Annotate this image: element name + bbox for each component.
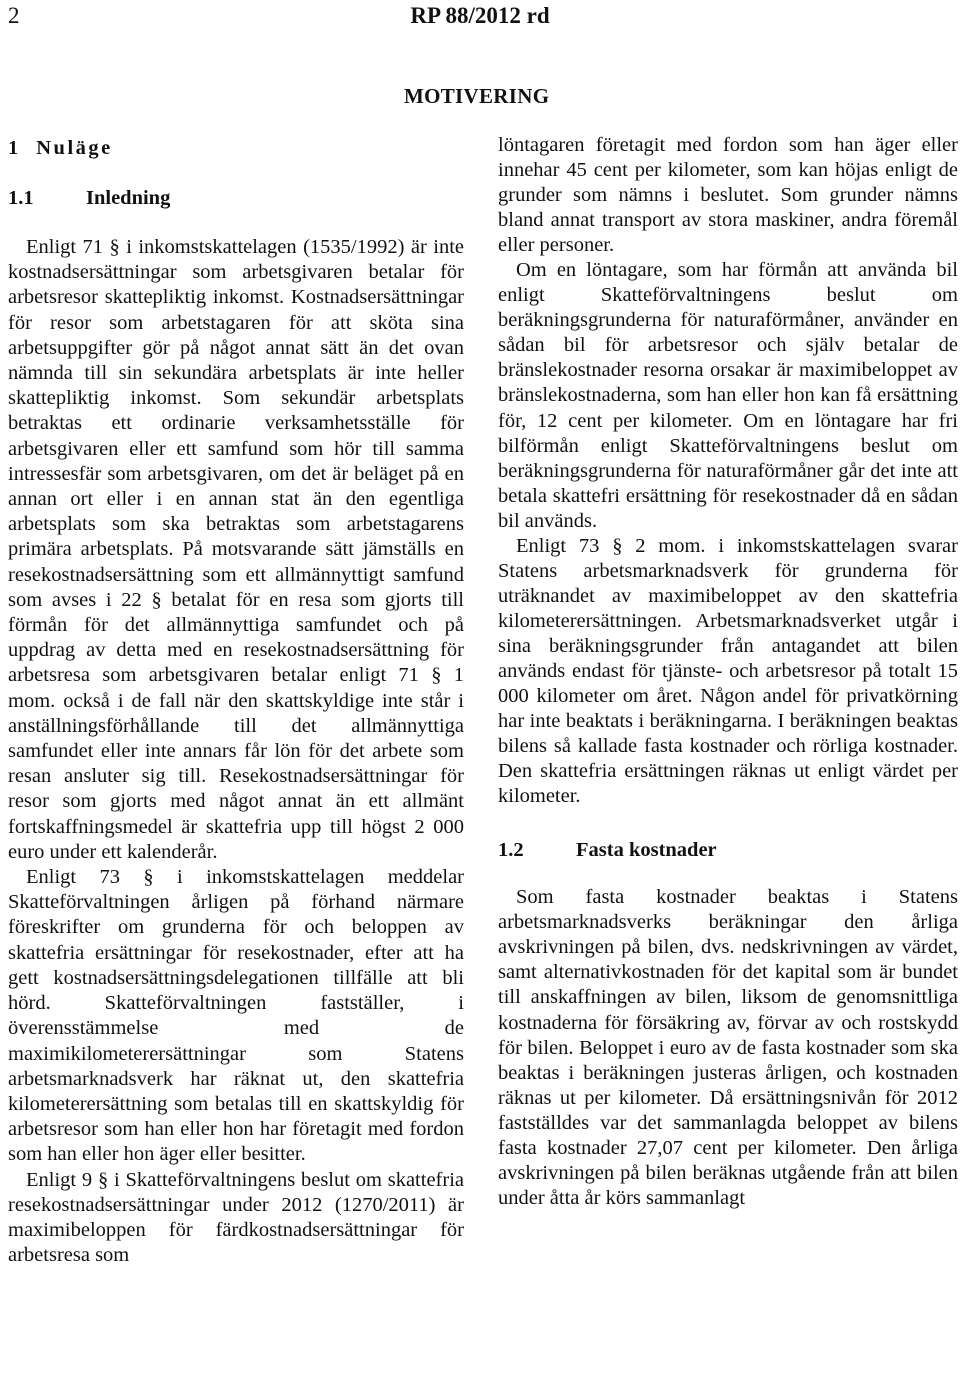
- right-column: [498, 133, 958, 1211]
- paragraph: Enligt 9 § i Skatteförvaltningens beslut om skattefria resekostnadsersättningar under 2012 (1270/2011) är maximibeloppen för färdkostnadsersättningar för arbetsresa som: [8, 1168, 464, 1267]
- paragraph: Enligt 73 § 2 mom. i inkomstskattelagen svarar Statens arbetsmarknadsverk för grunderna för uträknandet av maximibeloppet av den skattefria kilometerersättningen. Arbetsmarknadsverket utgår i sina beräkningsgrunder från antagandet att bilen används endast för tjänste- och arbetsresor på totalt 15 000 kilometer om året. Någon andel för privatkörning har inte beaktats i beräkningarna. I beräkningen beaktas bilens så kallade fasta kostnader och rörliga kostnader. Den skattefria ersättningen räknas ut enligt värdet per kilometer.: [498, 534, 958, 808]
- heading-text: Inledning: [86, 187, 171, 209]
- heading-level-1: [8, 135, 464, 161]
- heading-text: Nuläge: [36, 137, 113, 159]
- paragraph: löntagaren företagit med fordon som han äger eller innehar 45 cent per kilometer, som kan höjas enligt de grunder som nämns i beslutet. Som grunder nämns bland annat transport av stora maskiner, andra föremål eller personer.: [498, 134, 958, 257]
- heading-text: Fasta kostnader: [576, 839, 717, 862]
- section-title: MOTIVERING: [404, 84, 550, 108]
- heading-number: 1.1: [8, 187, 34, 209]
- heading-number: 1.2: [498, 839, 524, 862]
- heading-level-2: [8, 185, 464, 211]
- paragraph: Om en löntagare, som har förmån att använda bil enligt Skatteförvaltningens beslut om beräkningsgrunderna för naturaförmåner, använder en sådan bil för arbetsresor och själv betalar de bränslekostnader resorna orsakar är maximibeloppet av bränslekostnaderna, som han eller hon kan få ersättning för, 12 cent per kilometer. Om en löntagare har fri bilförmån enligt Skatteförvaltningens beslut om beräkningsgrunderna för naturaförmåner går det inte att betala skattefri ersättning för resekostnader då en sådan bil används.: [498, 259, 958, 532]
- page-number: 2: [8, 3, 20, 28]
- document-id: RP 88/2012 rd: [410, 3, 550, 28]
- left-column: [8, 135, 464, 1268]
- paragraph: Som fasta kostnader beaktas i Statens arbetsmarknadsverks beräkningar den årliga avskrivningen på bilen, dvs. nedskrivningen av värdet, samt alternativkostnaden för det kapital som är bundet till anskaffningen av bilen, liksom de genomsnittliga kostnaderna för försäkring av, förvar av och rostskydd för bilen. Beloppet i euro av de fasta kostnader som ska beaktas i beräkningen justeras årligen, och kostnaden räknas ut per kilometer. Då ersättningsnivån för 2012 fastställdes var det sammanlagda beloppet av bilens fasta kostnader 27,07 cent per kilometer. Den årliga avskrivningen på bilen beräknas utgående från att bilen under åtta år körs sammanlagt: [498, 886, 958, 1209]
- heading-level-2: [498, 837, 958, 863]
- paragraph: Enligt 71 § i inkomstskattelagen (1535/1992) är inte kostnadsersättningar som arbetsgivaren betalar för arbetsresor skattepliktig inkomst. Kostnadsersättningar för resor som arbetstagaren för att sköta sina arbetsuppgifter gör på något annat sätt än det ovan nämnda till sin sekundära arbetsplats är inte heller skattepliktig inkomst. Som sekundär arbetsplats betraktas ett ordinarie verksamhetsställe för arbetsgivaren eller ett samfund som hör till samma intressesfär som arbetsgivaren, om det är beläget på en annan ort eller i en annan stat än den egentliga arbetsplats som ska betraktas som arbetstagarens primära arbetsplats. På motsvarande sätt jämställs en resekostnadsersättning som ett allmännyttigt samfund som avses i 22 § betalat för en resa som gjorts till förmån för det allmännyttiga samfundet och på uppdrag av detta med en resekostnadsersättning för arbetsresa som arbetsgivaren betalar enligt 71 § 1 mom. också i de fall när den skattskyldige inte står i anställningsförhållande till det allmännyttiga samfundet eller inte annars får lön för det arbete som resan ansluter sig till. Resekostnadsersättningar för resor som gjorts med något annat än ett allmänt fortskaffningsmedel är skattefria upp till högst 2 000 euro under ett kalenderår.: [8, 236, 464, 863]
- heading-number: 1: [8, 137, 19, 159]
- paragraph: Enligt 73 § i inkomstskattelagen meddelar Skatteförvaltningen årligen på förhand närmare föreskrifter om grunderna för och beloppen av skattefria ersättningar för resekostnader, efter att ha gett kostnadsersättningsdelegationen tillfälle att bli hörd. Skatteförvaltningen fastställer, i överensstämmelse med de maximikilometerersättningar som Statens arbetsmarknadsverk har räknat ut, den skattefria kilometerersättning som betalas till en skattskyldig för arbetsresor som han eller hon har företagit med fordon som han eller hon äger eller besitter.: [8, 866, 464, 1166]
